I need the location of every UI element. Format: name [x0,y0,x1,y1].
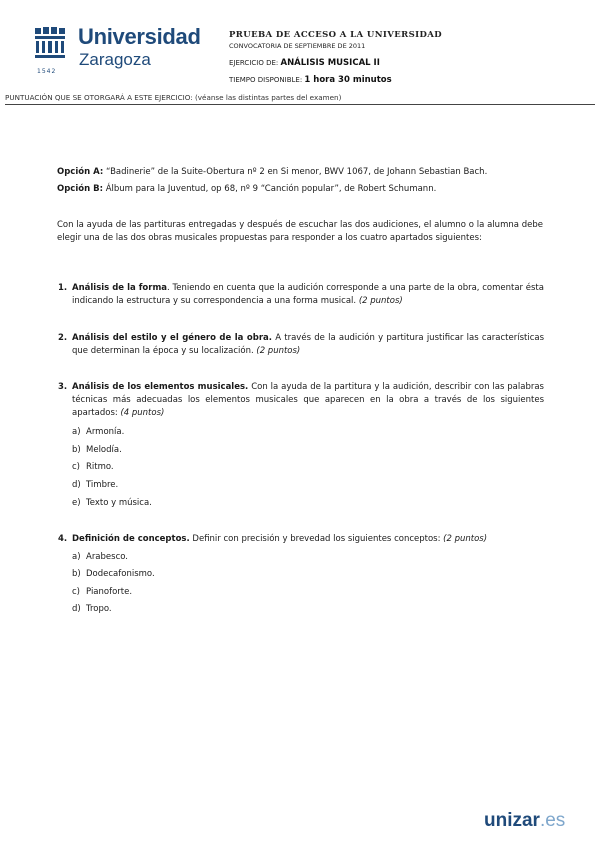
question-text: A través de la audición y partitura justificar las características que determinan la época y su localización. [72,333,545,356]
option-a-text: “Badinerie” de la Suite-Obertura nº 2 en Si menor, BWV 1067, de Johann Sebastian Bach. [103,167,488,177]
tiempo-label: TIEMPO DISPONIBLE: [229,76,303,84]
option-b-text: Álbum para la Juventud, op 68, nº 9 “Canción popular”, de Robert Schumann. [103,184,437,194]
footer-brand-tld: .es [539,810,566,831]
question-2 [58,332,544,358]
question-number: 2. [58,333,68,343]
question-points: (2 puntos) [443,534,488,544]
sub-item: c) Pianoforte. [72,587,133,597]
sub-item: b) Dodecafonismo. [72,569,155,579]
question-text: . Teniendo en cuenta que la audición corresponde a una parte de la obra, comentar ésta indicando la estructura y su correspondencia a una forma musical. [72,283,544,306]
footer-brand [484,810,565,832]
sub-item: a) Arabesco. [72,552,128,562]
footer-brand-name: unizar [484,810,540,831]
puntuacion-note: PUNTUACIÓN QUE SE OTORGARÁ A ESTE EJERCICIO: (véanse las distintas partes del examen) [5,93,342,102]
sub-item: a) Armonía. [72,427,125,437]
logo-university: Universidad [78,24,201,49]
question-title: Definición de conceptos. [72,534,190,544]
exam-ejercicio [229,58,380,68]
question-4 [58,533,544,546]
sub-item: d) Tropo. [72,604,112,614]
sub-item: c) Ritmo. [72,462,114,472]
question-number: 3. [58,382,68,392]
question-points: (4 puntos) [120,408,165,418]
sub-item: b) Melodía. [72,445,122,455]
intro-paragraph: Con la ayuda de las partituras entregadas y después de escuchar las dos audiciones, el alumno o la alumna debe elegir una de las dos obras musicales propuestas para responder a los cuatro apartados siguientes: [57,220,543,243]
question-number: 1. [58,283,68,293]
exam-convocatoria: CONVOCATORIA DE SEPTIEMBRE DE 2011 [229,42,366,50]
question-points: (2 puntos) [256,346,301,356]
question-text: Definir con precisión y brevedad los siguientes conceptos: [189,534,441,544]
question-text: Con la ayuda de la partitura y la audición, describir con las palabras técnicas más adecuadas los elementos musicales que aparecen en la obra a través de los siguientes apartados: [72,382,544,418]
question-3 [58,381,544,420]
exam-title: PRUEBA DE ACCESO A LA UNIVERSIDAD [229,30,443,40]
sub-item: d) Timbre. [72,480,119,490]
option-b [57,183,543,196]
exam-tiempo [229,75,392,85]
header-divider [5,104,595,105]
tiempo-value: 1 hora 30 minutos [304,75,392,85]
option-a [57,166,543,179]
university-logo [33,26,213,80]
university-crest-icon [33,26,67,62]
ejercicio-label: EJERCICIO DE: [229,59,279,67]
question-number: 4. [58,534,68,544]
option-a-label: Opción A: [57,167,104,177]
question-1 [58,282,544,308]
logo-city: Zaragoza [79,50,151,69]
logo-year: 1542 [37,68,57,75]
option-b-label: Opción B: [57,184,103,194]
question-title: Análisis de la forma [72,283,168,293]
sub-item: e) Texto y música. [72,498,152,508]
ejercicio-value: ANÁLISIS MUSICAL II [280,58,380,68]
question-points: (2 puntos) [358,296,403,306]
question-title: Análisis del estilo y el género de la obra. [72,333,272,343]
question-title: Análisis de los elementos musicales. [72,382,249,392]
